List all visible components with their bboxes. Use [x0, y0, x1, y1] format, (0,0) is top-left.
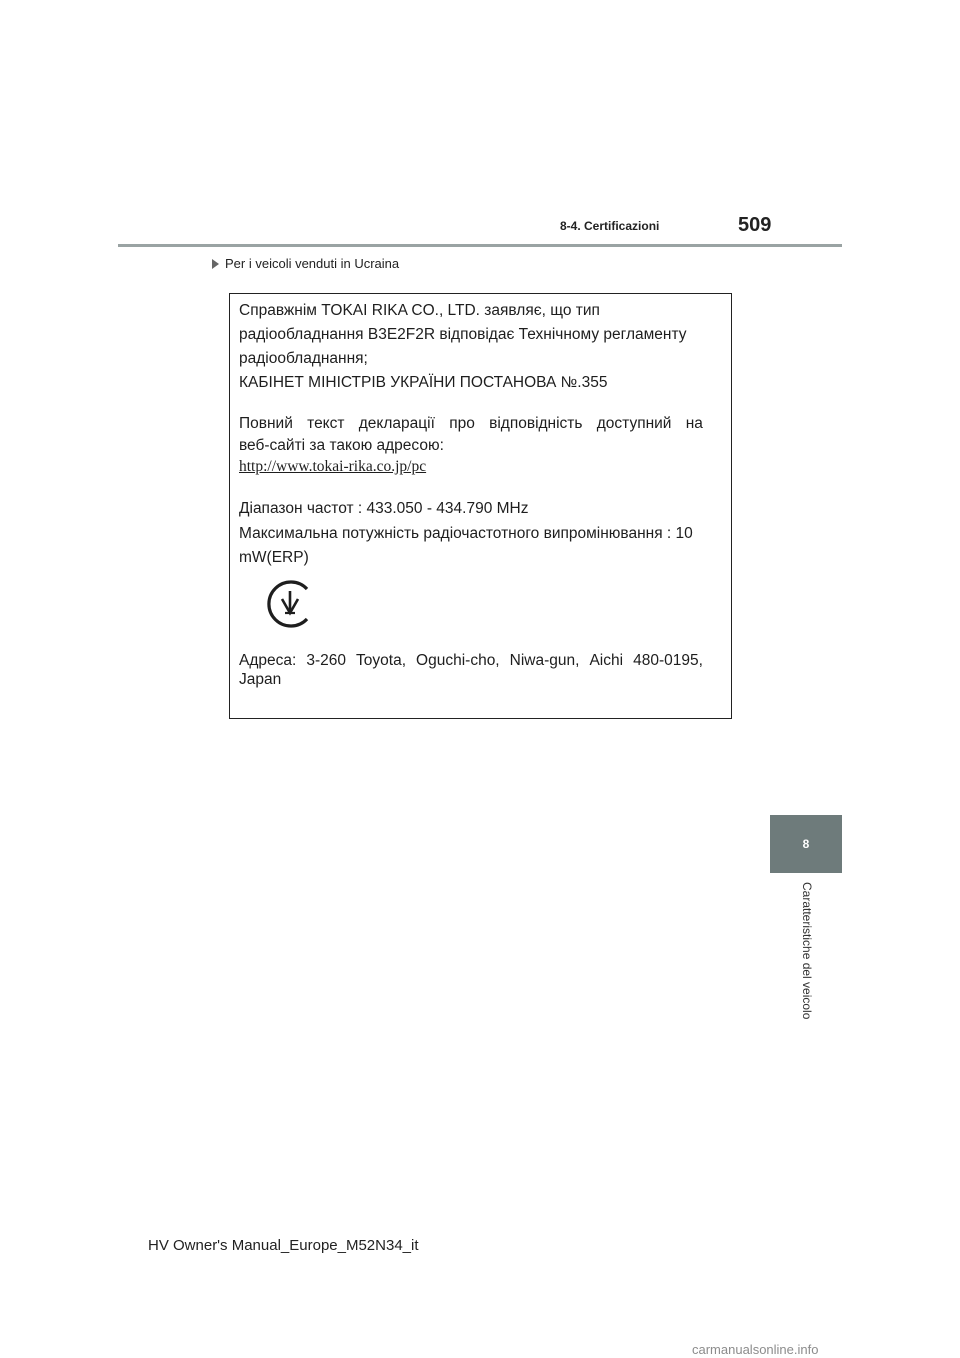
chapter-label: [800, 882, 820, 1042]
word: Niwa-gun,: [509, 652, 580, 669]
declaration-line: радіообладнання;: [239, 350, 368, 367]
chapter-tab[interactable]: 8: [770, 815, 842, 873]
power-line: mW(ERP): [239, 549, 309, 566]
header-divider: [118, 244, 842, 247]
declaration-line: КАБІНЕТ МІНІСТРІВ УКРАЇНИ ПОСТАНОВА №.355: [239, 374, 608, 391]
word: Aichi: [589, 652, 624, 669]
triangle-bullet-icon: [212, 259, 219, 269]
word: Toyota,: [356, 652, 407, 669]
word: Oguchi-cho,: [416, 652, 500, 669]
word: 3-260: [306, 652, 346, 669]
word: 480-0195,: [633, 652, 703, 669]
word: текст: [307, 415, 345, 432]
declaration-line-justified: [239, 415, 703, 433]
address-line-justified: [239, 652, 703, 670]
word: на: [685, 415, 703, 432]
watermark-text: carmanualsonline.info: [692, 1342, 819, 1357]
declaration-url[interactable]: http://www.tokai-rika.co.jp/pc: [239, 458, 427, 475]
declaration-line: Справжнім TOKAI RIKA CO., LTD. заявляє, що тип: [239, 302, 600, 319]
word: Повний: [239, 415, 293, 432]
ukrainian-conformity-mark-icon: [263, 577, 317, 631]
word: доступний: [596, 415, 672, 432]
lead-text: Per i veicoli venduti in Ucraina: [225, 256, 400, 271]
word: декларації: [358, 415, 435, 432]
declaration-box: [229, 293, 732, 719]
declaration-line: веб-сайті за такою адресою:: [239, 437, 444, 454]
frequency-line: Діапазон частот : 433.050 - 434.790 MHz: [239, 500, 529, 517]
section-title: 8-4. Certificazioni: [560, 219, 660, 233]
lead-paragraph: [212, 256, 399, 271]
word: Адреса:: [239, 652, 297, 669]
word: про: [449, 415, 475, 432]
address-line: Japan: [239, 671, 282, 688]
page-number: 509: [738, 214, 772, 236]
declaration-line: радіообладнання B3E2F2R відповідає Технічному регламенту: [239, 326, 687, 343]
power-line: Максимальна потужність радіочастотного випромінювання : 10: [239, 525, 693, 542]
chapter-label-text: Caratteristiche del veicolo: [800, 882, 814, 1020]
footer-text: HV Owner's Manual_Europe_M52N34_it: [148, 1237, 419, 1254]
word: відповідність: [489, 415, 583, 432]
